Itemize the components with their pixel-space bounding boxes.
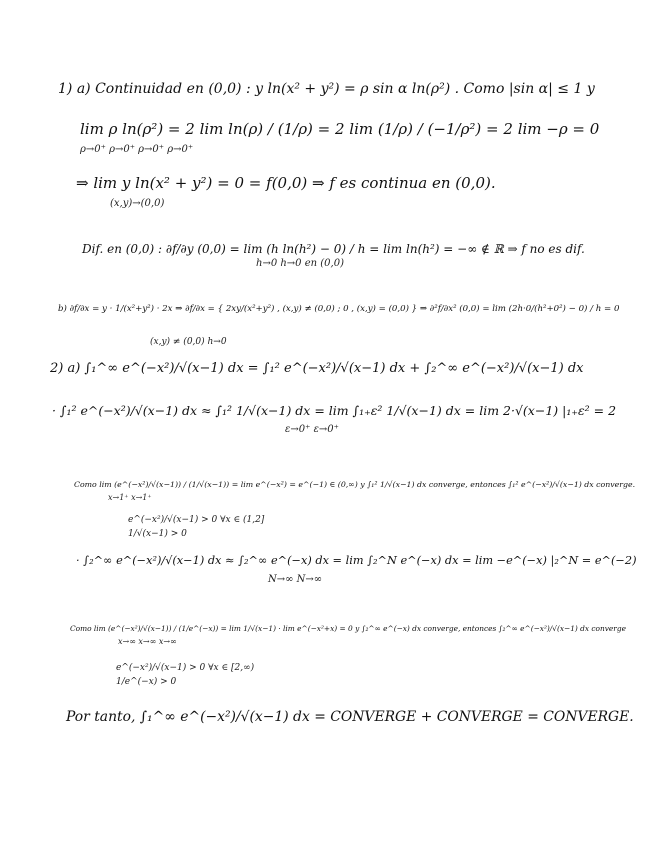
second-integral-comparison-line: · ∫₂^∞ e^(−x²)/√(x−1) dx ≈ ∫₂^∞ e^(−x) dx = lim ∫₂^N e^(−x) dx = lim −e^(−x) |₂^N = e^(−2) [76, 554, 637, 567]
differentiability-line: Dif. en (0,0) : ∂f/∂y (0,0) = lim (h ln(h²) − 0) / h = lim ln(h²) = −∞ ∉ ℝ ⇒ f no es dif. [82, 242, 585, 256]
continuity-conclusion-line: ⇒ lim y ln(x² + y²) = 0 = f(0,0) ⇒ f es continua en (0,0). [76, 174, 496, 192]
partial-derivative-subscripts: (x,y) ≠ (0,0) h→0 [150, 337, 227, 347]
limit-rho-line: lim ρ ln(ρ²) = 2 lim ln(ρ) / (1/ρ) = 2 lim (1/ρ) / (−1/ρ²) = 2 lim −ρ = 0 [80, 120, 600, 138]
differentiability-subscripts: h→0 h→0 en (0,0) [256, 258, 344, 269]
first-limit-comparison-line: Como lim (e^(−x²)/√(x−1)) / (1/√(x−1)) = lim e^(−x²) = e^(−1) ∈ (0,∞) y ∫₁² 1/√(x−1) dx converge, entonces ∫₁² e^(−x²)/√(x−1) dx converge. [74, 480, 636, 489]
second-limit-subscripts: x→∞ x→∞ x→∞ [118, 637, 177, 646]
second-integral-subscripts: N→∞ N→∞ [268, 574, 323, 585]
continuity-heading-line: 1) a) Continuidad en (0,0) : y ln(x² + y²) = ρ sin α ln(ρ²) . Como |sin α| ≤ 1 y [58, 81, 595, 97]
continuity-conclusion-subscript: (x,y)→(0,0) [110, 198, 165, 209]
first-integral-subscripts: ε→0⁺ ε→0⁺ [285, 424, 339, 435]
first-limit-subscripts: x→1⁺ x→1⁺ [108, 493, 152, 502]
second-positivity-condition: e^(−x²)/√(x−1) > 0 ∀x ∈ [2,∞) [116, 663, 255, 673]
second-positivity-condition-2: 1/e^(−x) > 0 [116, 677, 177, 687]
first-integral-comparison-line: · ∫₁² e^(−x²)/√(x−1) dx ≈ ∫₁² 1/√(x−1) dx = lim ∫₁₊ε² 1/√(x−1) dx = lim 2·√(x−1) |₁₊ε² = 2 [52, 403, 617, 418]
second-limit-comparison-line: Como lim (e^(−x²)/√(x−1)) / (1/e^(−x)) = lim 1/√(x−1) · lim e^(−x²+x) = 0 y ∫₂^∞ e^(−x) dx converge, entonces ∫₂^∞ e^(−x²)/√(x−1) dx converge [70, 624, 626, 633]
final-conclusion-line: Por tanto, ∫₁^∞ e^(−x²)/√(x−1) dx = CONVERGE + CONVERGE = CONVERGE. [66, 709, 634, 725]
improper-integral-split-line: 2) a) ∫₁^∞ e^(−x²)/√(x−1) dx = ∫₁² e^(−x²)/√(x−1) dx + ∫₂^∞ e^(−x²)/√(x−1) dx [50, 361, 584, 376]
partial-derivative-line: b) ∂f/∂x = y · 1/(x²+y²) · 2x ⇒ ∂f/∂x = { 2xy/(x²+y²) , (x,y) ≠ (0,0) ; 0 , (x,y) = (0,0) } ⇒ ∂²f/∂x² (0,0) = lim (2h·0/(h²+0²) − 0) / h = 0 [58, 304, 620, 314]
first-positivity-condition-2: 1/√(x−1) > 0 [128, 529, 187, 539]
first-positivity-condition: e^(−x²)/√(x−1) > 0 ∀x ∈ (1,2] [128, 515, 265, 525]
limit-rho-subscripts: ρ→0⁺ ρ→0⁺ ρ→0⁺ ρ→0⁺ [80, 144, 194, 155]
